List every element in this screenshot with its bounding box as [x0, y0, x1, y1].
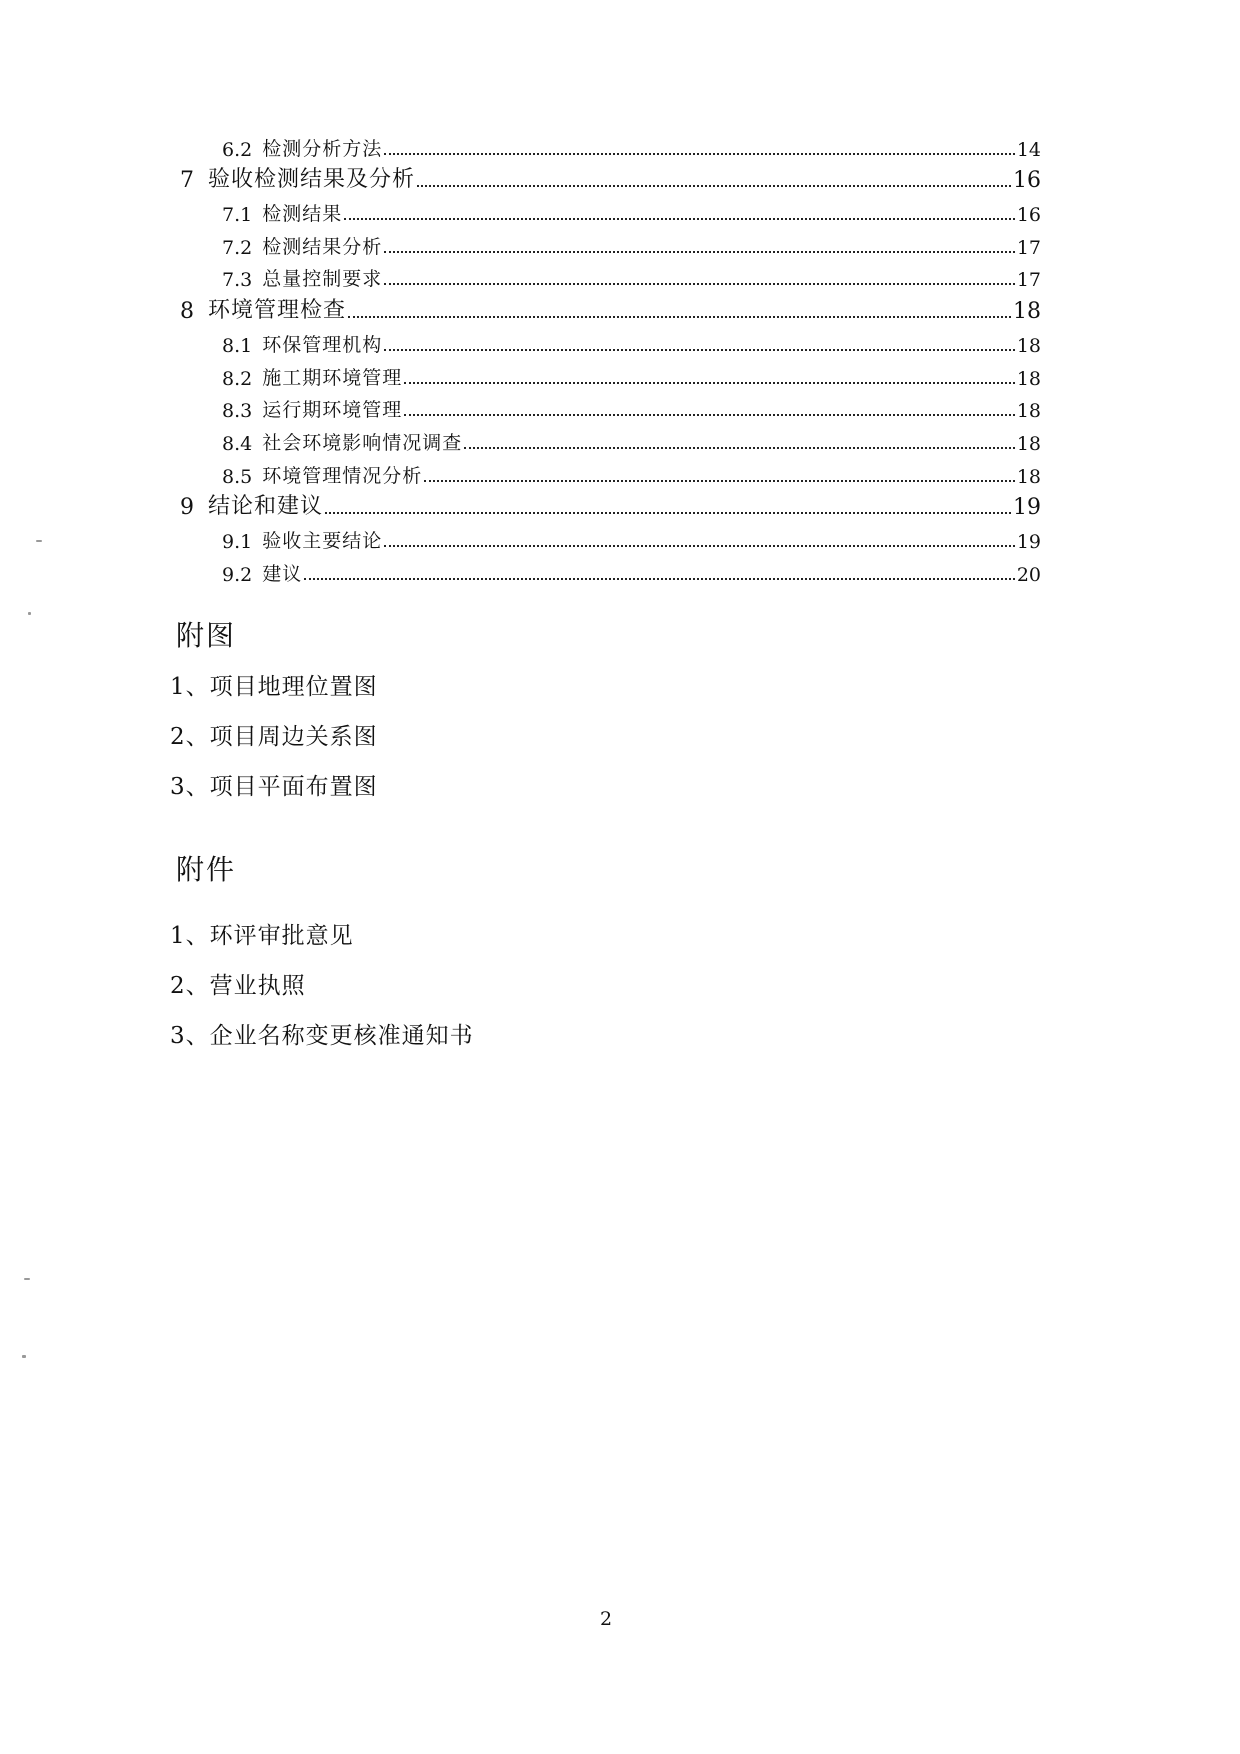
- toc-entry-number: 8.2: [222, 367, 253, 390]
- toc-entry-title: 社会环境影响情况调查: [262, 431, 463, 454]
- toc-leader-dots: [384, 349, 1015, 351]
- toc-entry: [176, 488, 1041, 521]
- toc-entry-page: 18: [1016, 400, 1041, 423]
- toc-entry-page: 17: [1016, 236, 1041, 259]
- toc-entry-title: 验收主要结论: [262, 529, 383, 552]
- toc-leader-dots: [348, 316, 1011, 318]
- toc-leader-dots: [417, 185, 1011, 187]
- toc-entry-number: 7: [180, 168, 194, 194]
- toc-entry-title: 建议: [262, 562, 303, 585]
- toc-entry-title: 总量控制要求: [262, 268, 383, 291]
- table-of-contents: [176, 128, 1041, 586]
- toc-entry-page: 14: [1016, 138, 1041, 161]
- toc-entry: [176, 259, 1041, 292]
- toc-leader-dots: [404, 414, 1015, 416]
- toc-entry-page: 20: [1016, 563, 1041, 586]
- toc-entry: [176, 291, 1041, 324]
- toc-entry-title: 验收检测结果及分析: [208, 167, 416, 193]
- toc-entry-page: 16: [1016, 204, 1041, 227]
- toc-entry-title: 检测结果分析: [262, 235, 383, 258]
- figure-item: 2、项目周边关系图: [170, 724, 378, 750]
- attachments-list: [170, 911, 474, 1061]
- toc-entry-number: 8.5: [222, 465, 253, 488]
- toc-entry-page: 18: [1016, 432, 1041, 455]
- figures-heading: 附图: [176, 619, 237, 652]
- figure-item: 1、项目地理位置图: [170, 674, 378, 700]
- toc-entry-title: 环境管理检查: [208, 298, 347, 324]
- toc-entry-number: 7.2: [222, 236, 253, 259]
- toc-leader-dots: [344, 218, 1015, 220]
- toc-entry-title: 运行期环境管理: [262, 399, 403, 422]
- toc-entry: [176, 226, 1041, 259]
- attachment-item: 2、营业执照: [170, 973, 306, 999]
- toc-entry: [176, 128, 1041, 161]
- toc-leader-dots: [384, 153, 1015, 155]
- scan-speck: [24, 1278, 30, 1280]
- toc-entry: [176, 390, 1041, 423]
- toc-entry-number: 8: [180, 299, 194, 325]
- toc-leader-dots: [325, 512, 1011, 514]
- toc-entry-number: 9: [180, 495, 194, 521]
- scan-speck: [28, 612, 31, 615]
- toc-entry: [176, 422, 1041, 455]
- toc-leader-dots: [384, 283, 1015, 285]
- scan-speck: [22, 1355, 26, 1358]
- attachment-item: 1、环评审批意见: [170, 923, 354, 949]
- toc-entry-page: 16: [1013, 168, 1041, 194]
- attachment-item: 3、企业名称变更核准通知书: [170, 1023, 474, 1049]
- page-number: 2: [599, 1608, 613, 1630]
- toc-entry-number: 9.2: [222, 563, 253, 586]
- toc-entry: [176, 553, 1041, 586]
- toc-leader-dots: [384, 545, 1015, 547]
- figures-list: [170, 662, 378, 812]
- toc-entry: [176, 520, 1041, 553]
- toc-leader-dots: [304, 578, 1015, 580]
- toc-entry-number: 8.4: [222, 432, 253, 455]
- toc-entry: [176, 324, 1041, 357]
- toc-entry-number: 7.3: [222, 269, 253, 292]
- toc-leader-dots: [464, 447, 1015, 449]
- toc-entry-page: 19: [1016, 530, 1041, 553]
- toc-leader-dots: [384, 251, 1015, 253]
- toc-entry-number: 7.1: [222, 204, 253, 227]
- toc-entry-number: 8.1: [222, 334, 253, 357]
- toc-entry-title: 检测结果: [262, 203, 343, 226]
- attachments-heading: 附件: [176, 853, 237, 886]
- toc-entry: [176, 455, 1041, 488]
- toc-entry-title: 检测分析方法: [262, 137, 383, 160]
- toc-entry-title: 施工期环境管理: [262, 366, 403, 389]
- toc-entry-page: 18: [1016, 465, 1041, 488]
- toc-entry-title: 环保管理机构: [262, 333, 383, 356]
- toc-entry-number: 9.1: [222, 530, 253, 553]
- toc-leader-dots: [404, 382, 1015, 384]
- scan-speck: [36, 540, 42, 542]
- toc-entry: [176, 193, 1041, 226]
- toc-leader-dots: [424, 480, 1015, 482]
- toc-entry-page: 18: [1016, 334, 1041, 357]
- toc-entry-page: 17: [1016, 269, 1041, 292]
- toc-entry-title: 结论和建议: [208, 494, 324, 520]
- toc-entry-page: 18: [1013, 299, 1041, 325]
- toc-entry-page: 19: [1013, 495, 1041, 521]
- figure-item: 3、项目平面布置图: [170, 774, 378, 800]
- toc-entry: [176, 357, 1041, 390]
- toc-entry-page: 18: [1016, 367, 1041, 390]
- toc-entry-number: 6.2: [222, 138, 253, 161]
- toc-entry-number: 8.3: [222, 400, 253, 423]
- toc-entry: [176, 161, 1041, 194]
- toc-entry-title: 环境管理情况分析: [262, 464, 423, 487]
